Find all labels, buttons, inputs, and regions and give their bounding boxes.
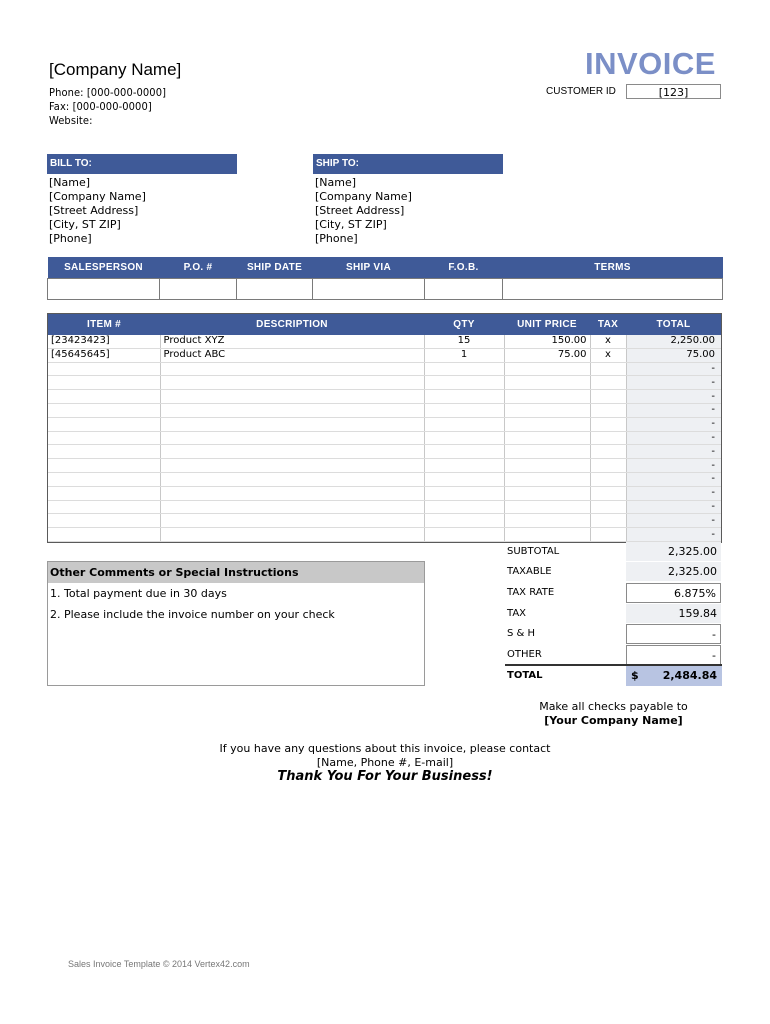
tax-cell[interactable] [590, 472, 626, 486]
qty-cell[interactable] [424, 486, 504, 500]
po-number-cell[interactable] [160, 279, 237, 300]
table-row [48, 528, 721, 542]
tax-cell[interactable] [590, 431, 626, 445]
item-number-cell[interactable] [48, 486, 160, 500]
tax-cell[interactable]: x [590, 335, 626, 348]
terms-header: TERMS [503, 257, 723, 279]
qty-cell[interactable] [424, 431, 504, 445]
description-cell[interactable] [160, 514, 424, 528]
bill-to-address [49, 176, 146, 246]
qty-cell[interactable] [424, 514, 504, 528]
taxable-label: TAXABLE [507, 566, 552, 577]
grand-total [626, 666, 722, 686]
table-row [48, 459, 721, 473]
line-total-cell: - [626, 417, 721, 431]
item-number-cell[interactable] [48, 431, 160, 445]
item-number-cell[interactable] [48, 500, 160, 514]
comments-box [47, 561, 425, 686]
fob-cell[interactable] [425, 279, 503, 300]
line-total-cell: - [626, 486, 721, 500]
line-total-cell: - [626, 472, 721, 486]
item-number-cell[interactable] [48, 459, 160, 473]
unit-price-cell[interactable] [504, 417, 590, 431]
company-fax: Fax: [000-000-0000] [49, 100, 152, 113]
sales-info-table [47, 257, 723, 300]
unit-price-cell[interactable] [504, 431, 590, 445]
tax-cell[interactable] [590, 403, 626, 417]
unit-price-cell[interactable] [504, 528, 590, 542]
payable-company: [Your Company Name] [544, 714, 683, 727]
bill-to-city[interactable]: [City, ST ZIP] [49, 218, 121, 231]
qty-cell[interactable] [424, 390, 504, 404]
tax-header: TAX [590, 314, 626, 335]
company-website: Website: [49, 114, 93, 127]
bill-to-company[interactable]: [Company Name] [49, 190, 146, 203]
contact-text: If you have any questions about this invoice, please contact [219, 742, 551, 755]
fob-header: F.O.B. [425, 257, 503, 279]
tax-value: 159.84 [626, 604, 721, 623]
bill-to-name[interactable]: [Name] [49, 176, 91, 189]
customer-id-label: CUSTOMER ID [546, 86, 616, 97]
table-row [48, 472, 721, 486]
comment-line-1[interactable]: 1. Total payment due in 30 days [50, 587, 227, 600]
unit-price-cell[interactable] [504, 459, 590, 473]
table-row [48, 445, 721, 459]
currency-symbol: $ [631, 669, 639, 682]
qty-cell[interactable] [424, 445, 504, 459]
tax-cell[interactable] [590, 390, 626, 404]
tax-cell[interactable] [590, 376, 626, 390]
qty-header: QTY [424, 314, 504, 335]
description-cell[interactable] [160, 362, 424, 376]
ship-to-company[interactable]: [Company Name] [315, 190, 412, 203]
item-number-cell[interactable] [48, 390, 160, 404]
description-cell[interactable] [160, 445, 424, 459]
qty-cell[interactable] [424, 472, 504, 486]
description-cell[interactable] [160, 417, 424, 431]
tax-cell[interactable]: x [590, 348, 626, 362]
tax-cell[interactable] [590, 500, 626, 514]
line-total-cell: - [626, 431, 721, 445]
tax-rate-label: TAX RATE [507, 587, 555, 598]
sh-field[interactable]: - [626, 624, 721, 644]
line-total-cell: - [626, 514, 721, 528]
tax-cell[interactable] [590, 445, 626, 459]
tax-rate-field[interactable]: 6.875% [626, 583, 721, 603]
qty-cell[interactable] [424, 500, 504, 514]
unit-price-cell[interactable] [504, 390, 590, 404]
comments-header: Other Comments or Special Instructions [48, 562, 424, 583]
item-number-header: ITEM # [48, 314, 160, 335]
subtotal-value: 2,325.00 [626, 542, 721, 561]
salesperson-header: SALESPERSON [48, 257, 160, 279]
total-header: TOTAL [626, 314, 721, 335]
item-number-cell[interactable] [48, 376, 160, 390]
items-table [48, 314, 721, 542]
salesperson-cell[interactable] [48, 279, 160, 300]
sales-header-row [48, 257, 723, 279]
description-cell[interactable] [160, 376, 424, 390]
unit-price-cell[interactable] [504, 362, 590, 376]
table-row [48, 431, 721, 445]
unit-price-cell[interactable] [504, 445, 590, 459]
bill-to-header: BILL TO: [47, 154, 237, 174]
company-phone: Phone: [000-000-0000] [49, 86, 167, 99]
description-cell[interactable] [160, 472, 424, 486]
qty-cell[interactable] [424, 362, 504, 376]
line-total-cell: - [626, 403, 721, 417]
items-header-row [48, 314, 721, 335]
ship-to-header: SHIP TO: [313, 154, 503, 174]
invoice-title: INVOICE [585, 46, 716, 81]
ship-to-name[interactable]: [Name] [315, 176, 357, 189]
unit-price-cell[interactable] [504, 376, 590, 390]
table-row [48, 348, 721, 362]
line-total-cell: - [626, 500, 721, 514]
description-cell[interactable]: Product ABC [160, 348, 424, 362]
line-total-cell: - [626, 376, 721, 390]
payable-to-text: Make all checks payable to [539, 700, 688, 713]
total-label: TOTAL [507, 670, 543, 681]
item-number-cell[interactable] [48, 528, 160, 542]
description-cell[interactable]: Product XYZ [160, 335, 424, 348]
unit-price-cell[interactable]: 150.00 [504, 335, 590, 348]
ship-to-address [315, 176, 412, 246]
table-row [48, 362, 721, 376]
line-total-cell: - [626, 362, 721, 376]
item-number-cell[interactable] [48, 445, 160, 459]
description-cell[interactable] [160, 431, 424, 445]
other-field[interactable]: - [626, 645, 721, 665]
table-row [48, 376, 721, 390]
terms-cell[interactable] [503, 279, 723, 300]
item-number-cell[interactable] [48, 514, 160, 528]
description-cell[interactable] [160, 403, 424, 417]
customer-id-field[interactable]: [123] [626, 84, 721, 99]
item-number-cell[interactable] [48, 417, 160, 431]
items-table-container [47, 313, 722, 543]
tax-cell[interactable] [590, 362, 626, 376]
line-total-cell: - [626, 528, 721, 542]
sales-value-row [48, 279, 723, 300]
ship-to-street[interactable]: [Street Address] [315, 204, 405, 217]
description-cell[interactable] [160, 390, 424, 404]
qty-cell[interactable] [424, 528, 504, 542]
qty-cell[interactable] [424, 376, 504, 390]
unit-price-cell[interactable] [504, 514, 590, 528]
table-row [48, 335, 721, 348]
subtotal-label: SUBTOTAL [507, 546, 560, 557]
ship-to-city[interactable]: [City, ST ZIP] [315, 218, 387, 231]
item-number-cell[interactable] [48, 403, 160, 417]
unit-price-header: UNIT PRICE [504, 314, 590, 335]
line-total-cell: - [626, 459, 721, 473]
unit-price-cell[interactable] [504, 500, 590, 514]
description-cell[interactable] [160, 486, 424, 500]
footer-copyright: Sales Invoice Template © 2014 Vertex42.com [68, 959, 250, 969]
grand-total-value: 2,484.84 [662, 669, 717, 682]
qty-cell[interactable] [424, 403, 504, 417]
ship-date-cell[interactable] [237, 279, 313, 300]
ship-via-header: SHIP VIA [313, 257, 425, 279]
qty-cell[interactable]: 15 [424, 335, 504, 348]
unit-price-cell[interactable] [504, 472, 590, 486]
table-row [48, 403, 721, 417]
table-row [48, 417, 721, 431]
line-total-cell: 75.00 [626, 348, 721, 362]
ship-date-header: SHIP DATE [237, 257, 313, 279]
bill-to-street[interactable]: [Street Address] [49, 204, 139, 217]
comment-line-2[interactable]: 2. Please include the invoice number on your check [50, 608, 335, 621]
bill-to-phone[interactable]: [Phone] [49, 232, 92, 245]
line-total-cell: 2,250.00 [626, 335, 721, 348]
table-row [48, 500, 721, 514]
item-number-cell[interactable] [48, 362, 160, 376]
item-number-cell[interactable]: [23423423] [48, 335, 160, 348]
company-name: [Company Name] [49, 60, 182, 79]
ship-to-phone[interactable]: [Phone] [315, 232, 358, 245]
tax-cell[interactable] [590, 514, 626, 528]
description-cell[interactable] [160, 500, 424, 514]
table-row [48, 390, 721, 404]
unit-price-cell[interactable] [504, 486, 590, 500]
thank-you-text: Thank You For Your Business! [277, 769, 493, 784]
tax-cell[interactable] [590, 528, 626, 542]
description-cell[interactable] [160, 528, 424, 542]
contact-details: [Name, Phone #, E-mail] [316, 756, 454, 769]
line-total-cell: - [626, 445, 721, 459]
unit-price-cell[interactable] [504, 403, 590, 417]
description-cell[interactable] [160, 459, 424, 473]
other-label: OTHER [507, 649, 542, 660]
po-number-header: P.O. # [160, 257, 237, 279]
taxable-value: 2,325.00 [626, 562, 721, 581]
item-number-cell[interactable] [48, 472, 160, 486]
unit-price-cell[interactable]: 75.00 [504, 348, 590, 362]
table-row [48, 514, 721, 528]
sh-label: S & H [507, 628, 536, 639]
ship-via-cell[interactable] [313, 279, 425, 300]
tax-label: TAX [507, 608, 527, 619]
line-total-cell: - [626, 390, 721, 404]
table-row [48, 486, 721, 500]
qty-cell[interactable] [424, 459, 504, 473]
item-number-cell[interactable]: [45645645] [48, 348, 160, 362]
tax-cell[interactable] [590, 486, 626, 500]
tax-cell[interactable] [590, 459, 626, 473]
qty-cell[interactable]: 1 [424, 348, 504, 362]
tax-cell[interactable] [590, 417, 626, 431]
description-header: DESCRIPTION [160, 314, 424, 335]
qty-cell[interactable] [424, 417, 504, 431]
